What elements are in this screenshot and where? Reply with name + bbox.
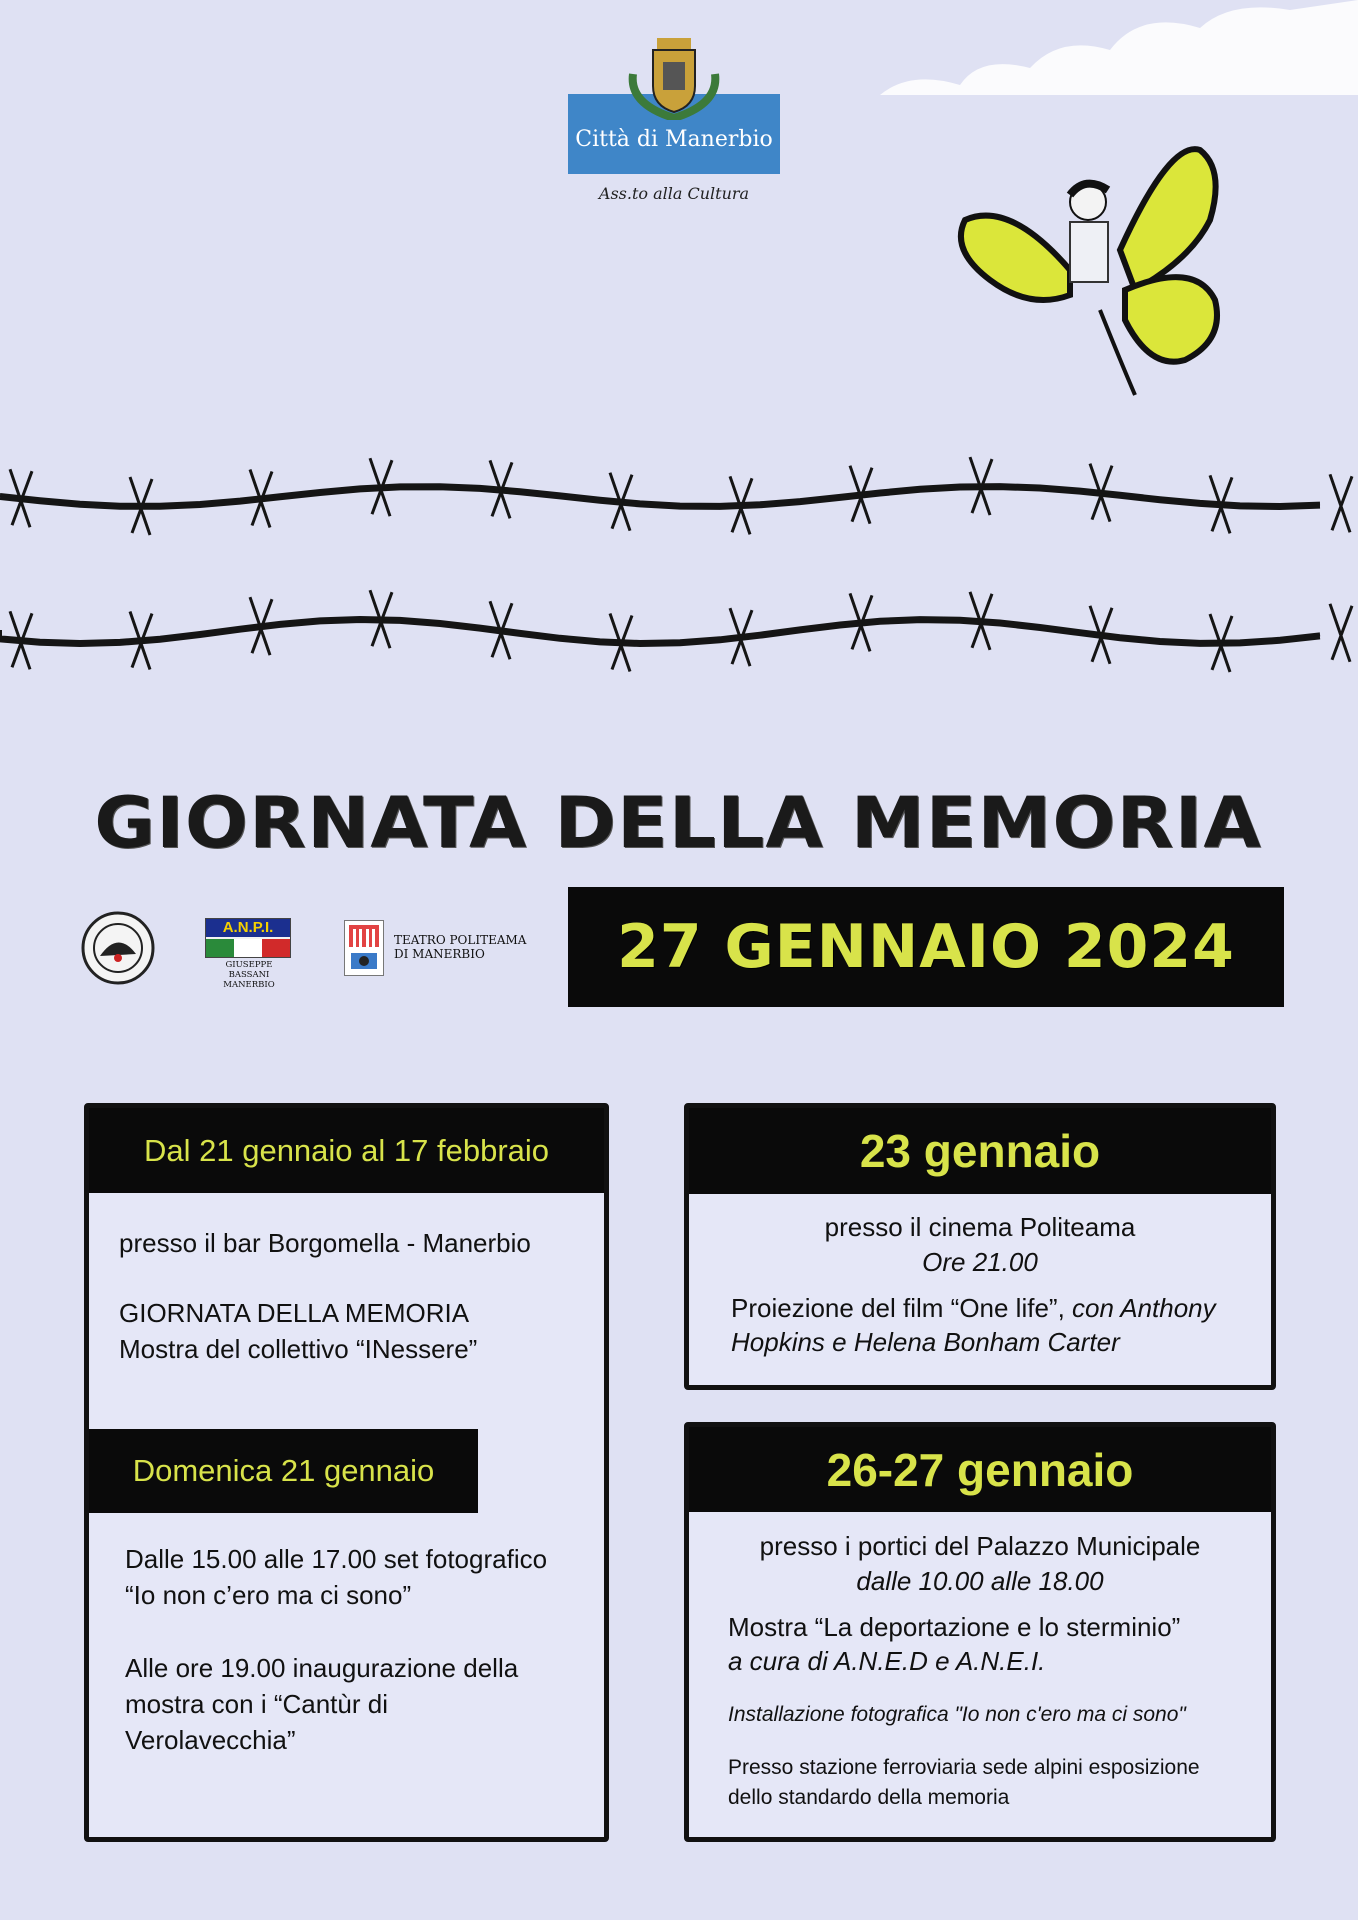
- deportation-exhibit: [728, 1611, 1258, 1679]
- cinema-date-header: 23 gennaio: [689, 1108, 1271, 1194]
- exhibition-collective: Mostra del collettivo “INessere”: [119, 1333, 478, 1364]
- inauguration-text: [125, 1651, 595, 1759]
- municipal-date-header: 26-27 gennaio: [689, 1427, 1271, 1512]
- barb-icon: [1330, 474, 1352, 532]
- cloud-illustration: [870, 0, 1358, 120]
- inauguration-line-3: Verolavecchia”: [125, 1724, 296, 1755]
- municipal-location: presso i portici del Palazzo Municipale: [759, 1531, 1201, 1561]
- anpi-caption-town: MANERBIO: [223, 979, 275, 990]
- event-box-exhibition: [84, 1103, 609, 1842]
- anpi-caption-name: GIUSEPPE BASSANI: [225, 960, 273, 980]
- deportation-exhibit-curator: a cura di A.N.E.D e A.N.E.I.: [728, 1645, 1046, 1676]
- municipal-time: dalle 10.00 alle 18.00: [856, 1566, 1104, 1596]
- department-label: Ass.to alla Cultura: [598, 184, 750, 203]
- film-cast: con Anthony Hopkins e Helena Bonham Carter: [731, 1293, 1216, 1357]
- photo-set-text: [125, 1542, 595, 1614]
- barb-icon: [1330, 604, 1352, 662]
- teatro-name: TEATRO POLITEAMA: [394, 933, 527, 948]
- film-title: Proiezione del film “One life”,: [731, 1293, 1065, 1323]
- teatro-icon: [344, 920, 384, 976]
- teatro-town: DI MANERBIO: [394, 947, 485, 961]
- page-title: GIORNATA DELLA MEMORIA: [94, 782, 1262, 864]
- cinema-location: presso il cinema Politeama: [824, 1212, 1136, 1242]
- photo-set-time: Dalle 15.00 alle 17.00 set fotografico: [125, 1544, 548, 1574]
- city-name-label: Città di Manerbio: [568, 94, 780, 174]
- exhibition-title: GIORNATA DELLA MEMORIA: [119, 1298, 470, 1328]
- photo-set-title: “Io non c’ero ma ci sono”: [125, 1579, 412, 1610]
- barbed-wire-illustration: [0, 440, 1358, 700]
- date-banner-text: 27 GENNAIO 2024: [617, 912, 1235, 982]
- anpi-label: A.N.P.I.: [206, 919, 290, 937]
- alpini-logo: [80, 910, 156, 986]
- date-banner: [568, 887, 1284, 1007]
- butterfly-illustration: [950, 140, 1250, 410]
- event-box-cinema: [684, 1103, 1276, 1390]
- inauguration-line-1: Alle ore 19.00 inaugurazione della: [125, 1653, 519, 1683]
- exhibition-location: presso il bar Borgomella - Manerbio: [119, 1228, 531, 1258]
- city-logo: [568, 34, 780, 203]
- inauguration-line-2: mostra con i “Cantùr di: [125, 1688, 388, 1719]
- city-crest-icon: [619, 34, 729, 120]
- sunday-event-header: Domenica 21 gennaio: [89, 1429, 478, 1513]
- station-exhibit-line-2: dello standardo della memoria: [728, 1786, 1010, 1810]
- exhibition-period-header: Dal 21 gennaio al 17 febbraio: [89, 1108, 604, 1193]
- anpi-flag-icon: [205, 918, 291, 958]
- station-exhibit-line-1: Presso stazione ferroviaria sede alpini esposizione: [728, 1756, 1200, 1779]
- event-box-municipal: [684, 1422, 1276, 1842]
- exhibition-description: [119, 1296, 477, 1368]
- teatro-logo: [344, 920, 534, 976]
- cinema-time: Ore 21.00: [922, 1247, 1038, 1277]
- deportation-exhibit-title: Mostra “La deportazione e lo sterminio”: [728, 1612, 1181, 1642]
- station-exhibit-text: [728, 1753, 1273, 1814]
- film-description: [731, 1292, 1261, 1360]
- anpi-logo: [205, 918, 293, 990]
- photo-installation-text: Installazione fotografica "Io non c'ero ma ci sono": [728, 1703, 1186, 1726]
